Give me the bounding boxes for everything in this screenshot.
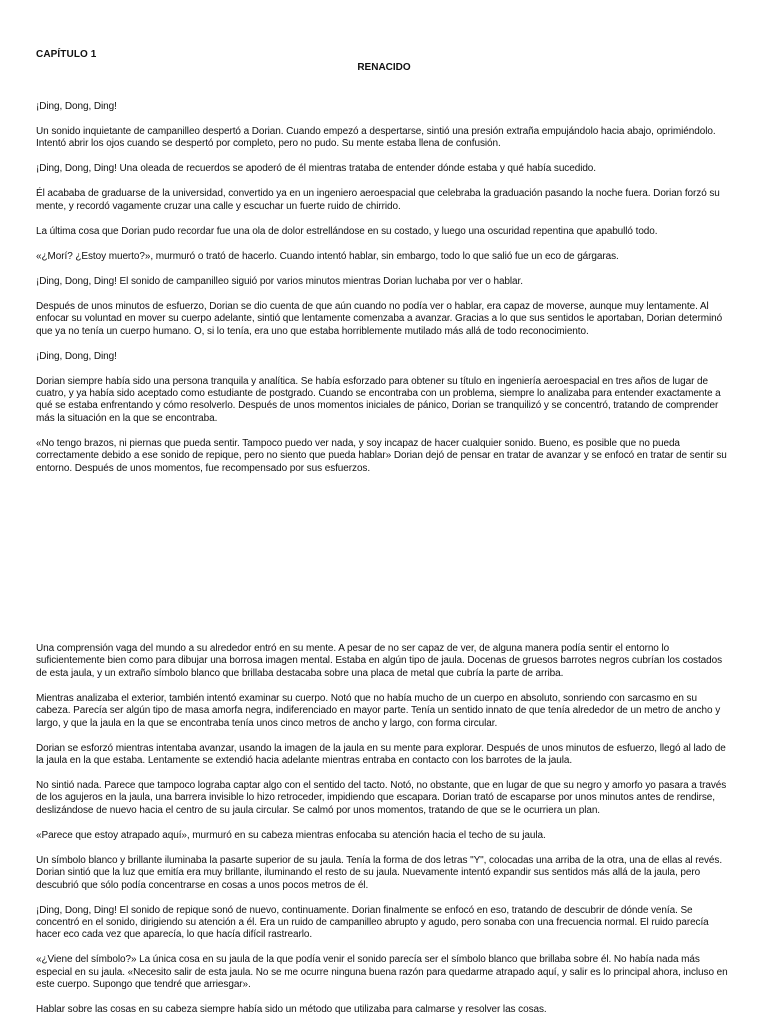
paragraph: ¡Ding, Dong, Ding!	[36, 350, 117, 362]
paragraph: Hablar sobre las cosas en su cabeza siempre había sido un método que utilizaba para calmarse y resolver las cosas.	[36, 1004, 547, 1016]
paragraph: ¡Ding, Dong, Ding! Una oleada de recuerdos se apoderó de él mientras trataba de entender dónde estaba y qué había sucedido.	[36, 163, 596, 175]
text-section-2	[36, 643, 732, 1024]
paragraph: «Parece que estoy atrapado aquí», murmuró en su cabeza mientras enfocaba su atención hacia el techo de su jaula.	[36, 829, 546, 841]
text-section-1	[36, 101, 732, 488]
paragraph: La última cosa que Dorian pudo recordar fue una ola de dolor estrellándose en su costado, y luego una oscuridad repentina que apabulló todo.	[36, 225, 658, 237]
paragraph: Dorian siempre había sido una persona tranquila y analítica. Se había esforzado para obtener su título en ingeniería aeroespacial en tres años de lugar de cuatro, y ya había sido aceptado como estudiante de postgrado. Cuando se encontraba con un problema, siempre lo analizaba para entender exactamente a qué se estaba enfrentando y cómo resolverlo. Después de unos momentos iniciales de pánico, Dorian se tranquilizó y se concentró, tratando de comprender más la situación en la que se encontraba.	[36, 375, 721, 424]
paragraph: «¿Morí? ¿Estoy muerto?», murmuró o trató de hacerlo. Cuando intentó hablar, sin embargo, todo lo que salió fue un eco de gárgaras.	[36, 250, 619, 262]
chapter-title: RENACIDO	[357, 62, 411, 73]
paragraph: Dorian se esforzó mientras intentaba avanzar, usando la imagen de la jaula en su mente para explorar. Después de unos minutos de esfuerzo, llegó al lado de la jaula en la que estaba. Lentamente se extendió hacia adelante mientras entraba en contacto con los barrotes de la jaula.	[36, 742, 726, 767]
paragraph: Un símbolo blanco y brillante iluminaba la pasarte superior de su jaula. Tenía la forma de dos letras "Y", colocadas una arriba de la otra, una de ellas al revés. Dorian sintió que la luz que emitía era muy brillante, iluminando el resto de su jaula. Nuevamente intentó expandir sus sentidos más allá de la jaula, pero descubrió que sólo podía concentrarse en cosas a unos pocos metros de él.	[36, 854, 723, 891]
paragraph: ¡Ding, Dong, Ding! El sonido de campanilleo siguió por varios minutos mientras Dorian luchaba por ver o hablar.	[36, 275, 523, 287]
paragraph: «¿Viene del símbolo?» La única cosa en su jaula de la que podía venir el sonido parecía ser el símbolo blanco que brillaba sobre él. No había nada más especial en su jaula. «Necesito salir de esta jaula. No se me ocurre ninguna buena razón para quedarme atrapado aquí, y salir es lo principal ahora, incluso en este cuerpo. Supongo que tendré que arriesgar».	[36, 954, 728, 991]
paragraph: No sintió nada. Parece que tampoco lograba captar algo con el sentido del tacto. Notó, no obstante, que en lugar de que su negro y amorfo yo pasara a través de los agujeros en la jaula, una barrera invisible lo hizo retroceder, impidiendo que escapara. Dorian trató de escaparse por unos minutos antes de rendirse, deslizándose de nuevo hacia el centro de su jaula circular. Se calmó por unos momentos, tratando de que se le ocurriera un plan.	[36, 780, 727, 816]
chapter-label: CAPÍTULO 1	[36, 49, 97, 60]
paragraph: Un sonido inquietante de campanilleo despertó a Dorian. Cuando empezó a despertarse, sintió una presión extraña empujándolo hacia abajo, oprimiéndolo. Intentó abrir los ojos cuando se despertó por completo, pero no pudo. Su mente estaba llena de confusión.	[36, 126, 716, 150]
paragraph: Él acababa de graduarse de la universidad, convertido ya en un ingeniero aeroespacial que celebraba la graduación pasando la noche fuera. Dorian forzó su mente, y recordó vagamente cruzar una calle y escuchar un fuerte ruido de chirrido.	[36, 188, 720, 212]
paragraph: ¡Ding, Dong, Ding!	[36, 101, 117, 112]
paragraph: Mientras analizaba el exterior, también intentó examinar su cuerpo. Notó que no había mucho de un cuerpo en absoluto, sonriendo con sarcasmo en su cabeza. Parecía ser algún tipo de masa amorfa negra, indiferenciado en mayor parte. Tenía un sentido innato de que tenía alrededor de un metro de ancho y largo, y que la jaula en la que se encontraba tenía unos cinco metros de ancho y largo, con forma circular.	[36, 692, 721, 729]
paragraph: ¡Ding, Dong, Ding! El sonido de repique sonó de nuevo, continuamente. Dorian finalmente se enfocó en eso, tratando de descubrir de dónde venía. Se concentró en el sonido, dirigiendo su atención a él. Era un ruido de campanilleo abrupto y agudo, pero sonaba con una frecuencia normal. El ruido parecía hacer eco cada vez que aparecía, lo que hacía difícil rastrearlo.	[36, 904, 709, 941]
paragraph: «No tengo brazos, ni piernas que pueda sentir. Tampoco puedo ver nada, y soy incapaz de hacer cualquier sonido. Bueno, es posible que no pueda correctamente debido a ese sonido de repique, pero no siento que pueda hablar» Dorian dejó de pensar en tratar de avanzar y se enfocó en tratar de sentir su entorno. Después de unos momentos, fue recompensado por sus esfuerzos.	[36, 437, 727, 474]
paragraph: Una comprensión vaga del mundo a su alrededor entró en su mente. A pesar de no ser capaz de ver, de alguna manera podía sentir el entorno lo suficientemente bien como para dibujar una borrosa imagen mental. Estaba en algún tipo de jaula. Docenas de gruesos barrotes negros cubrían los costados de esta jaula, y un extraño símbolo blanco que brillaba destacaba sobre una placa de metal que cubría la parte de arriba.	[36, 643, 723, 679]
paragraph: Después de unos minutos de esfuerzo, Dorian se dio cuenta de que aún cuando no podía ver o hablar, era capaz de moverse, aunque muy lentamente. Al enfocar su voluntad en mover su cuerpo adelante, sintió que lentamente comenzaba a avanzar. Gracias a lo que sus sentidos le aportaban, Dorian determinó que ya no tenía un cuerpo humano. O, si lo tenía, era uno que estaba horriblemente mutilado más allá de todo reconocimiento.	[36, 300, 723, 337]
